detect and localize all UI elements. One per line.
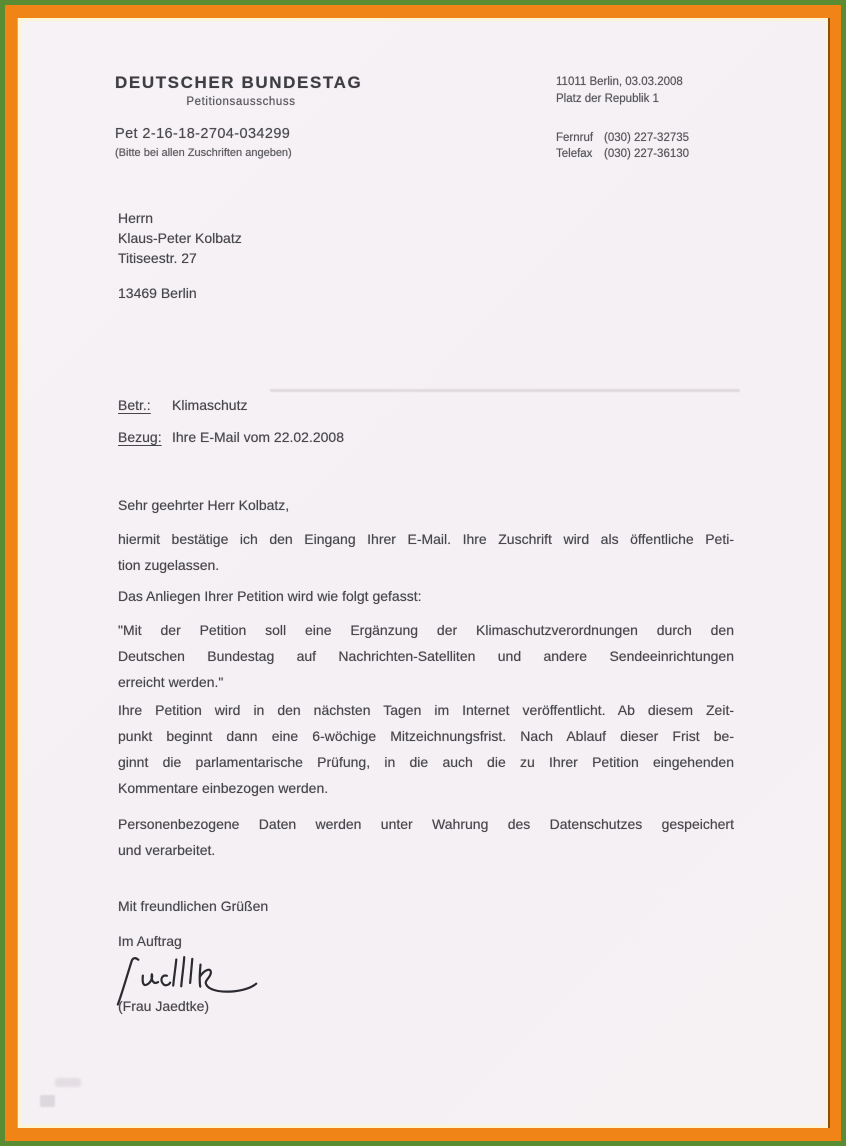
letterhead-contact-block xyxy=(556,130,689,162)
city-and-date: 11011 Berlin, 03.03.2008 xyxy=(556,76,683,88)
paragraph-intro-gefasst: Das Anliegen Ihrer Petition wird wie folgt gefasst: xyxy=(118,588,422,604)
letterhead-address-block xyxy=(556,74,683,108)
recipient-city: 13469 Berlin xyxy=(118,285,197,301)
cream-border-frame xyxy=(18,18,828,1128)
sender-street: Platz der Republik 1 xyxy=(556,93,659,105)
reference-value: Ihre E-Mail vom 22.02.2008 xyxy=(172,429,344,445)
scan-blot xyxy=(40,1095,55,1107)
closing-regards: Mit freundlichen Grüßen xyxy=(118,898,269,914)
sender-department: Petitionsausschuss xyxy=(186,96,296,108)
reference-row xyxy=(118,429,344,445)
fax-label: Telefax xyxy=(556,148,593,160)
subject-row xyxy=(118,397,247,413)
paragraph-data-protection: Personenbezogene Daten werden unter Wahrung des Datenschutzes gespeichert und verarbeitet. xyxy=(118,816,734,858)
fax-number: (030) 227-36130 xyxy=(604,148,690,160)
signer-name: (Frau Jaedtke) xyxy=(118,998,210,1014)
recipient-address xyxy=(118,208,242,268)
orange-border-frame xyxy=(5,5,841,1141)
scan-smudge-line xyxy=(270,389,740,392)
phone-label: Fernruf xyxy=(556,132,594,144)
recipient-name: Klaus-Peter Kolbatz xyxy=(118,230,242,246)
paragraph-confirmation: hiermit bestätige ich den Eingang Ihrer E-Mail. Ihre Zuschrift wird als öffentliche Peti- tion zugelassen. xyxy=(118,531,734,573)
petition-reference-number: Pet 2-16-18-2704-034299 xyxy=(115,126,291,142)
recipient-salutation: Herrn xyxy=(118,210,154,226)
fax-row xyxy=(556,146,689,162)
subject-value: Klimaschutz xyxy=(172,397,248,413)
reference-label: Bezug: xyxy=(118,429,162,445)
letter-page xyxy=(21,21,825,1125)
phone-row xyxy=(556,130,689,146)
phone-number: (030) 227-32735 xyxy=(604,132,690,144)
sender-org-title: DEUTSCHER BUNDESTAG xyxy=(115,73,363,92)
paragraph-petition-quote: "Mit der Petition soll eine Ergänzung der Klimaschutzverordnungen durch den Deutschen Bundestag auf Nachrichten-Satelliten und andere Sendeeinrichtungen erreicht werden." xyxy=(118,622,734,690)
closing-by-order: Im Auftrag xyxy=(118,933,182,949)
scan-blot xyxy=(55,1078,81,1087)
greeting: Sehr geehrter Herr Kolbatz, xyxy=(118,497,290,513)
paragraph-procedure: Ihre Petition wird in den nächsten Tagen im Internet veröffentlicht. Ab diesem Zeit- punkt beginnt dann eine 6-wöchige Mitzeichnungsfrist. Nach Ablauf dieser Frist be- ginnt die parlamentarische Prüfung, in die auch die zu Ihrer Petition eingehenden Kommentare einbezogen werden. xyxy=(118,702,734,796)
recipient-street: Titiseestr. 27 xyxy=(118,250,197,266)
reference-note: (Bitte bei allen Zuschriften angeben) xyxy=(115,147,292,159)
subject-label: Betr.: xyxy=(118,397,151,413)
